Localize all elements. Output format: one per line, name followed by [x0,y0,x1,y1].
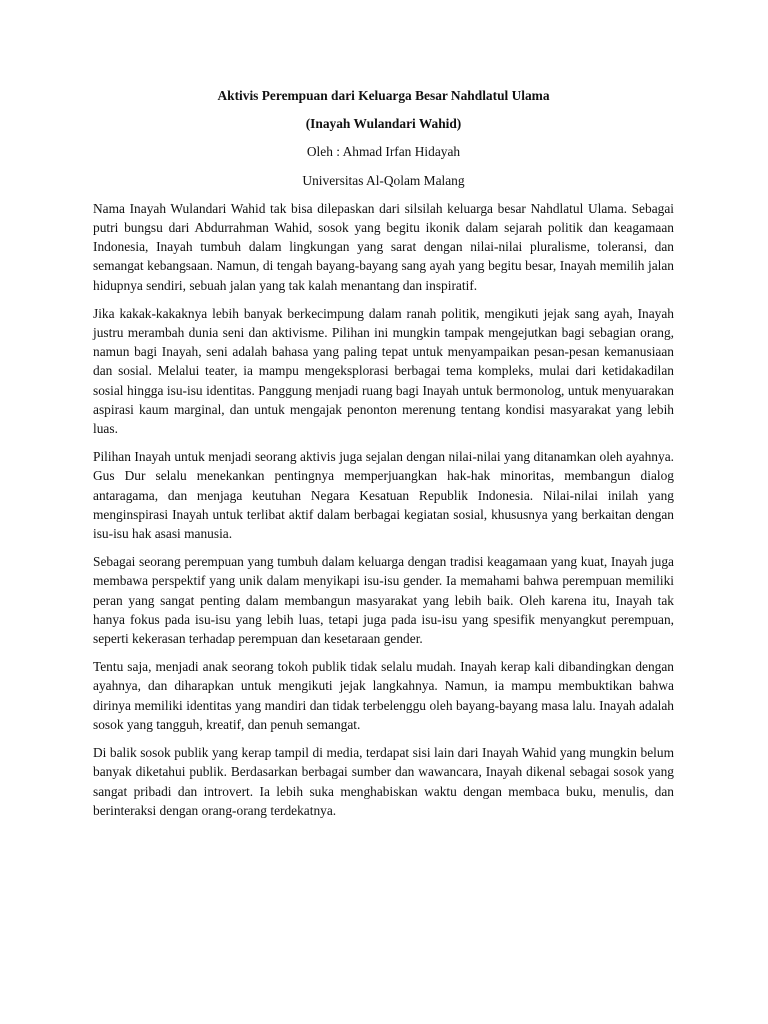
document-title: Aktivis Perempuan dari Keluarga Besar Nahdlatul Ulama [217,88,550,103]
affiliation-line: Universitas Al-Qolam Malang [302,172,465,188]
paragraph: Pilihan Inayah untuk menjadi seorang aktivis juga sejalan dengan nilai-nilai yang ditanamkan oleh ayahnya. Gus Dur selalu menekankan pentingnya memperjuangkan hak-hak minoritas, membangun dialog antaragama, dan menjaga keutuhan Negara Kesatuan Republik Indonesia. Nilai-nilai inilah yang menginspirasi Inayah untuk terlibat aktif dalam berbagai kegiatan sosial, khususnya yang berkaitan dengan isu-isu hak asasi manusia. [93,449,674,542]
paragraph: Nama Inayah Wulandari Wahid tak bisa dilepaskan dari silsilah keluarga besar Nahdlatul Ulama. Sebagai putri bungsu dari Abdurrahman Wahid, sosok yang begitu ikonik dalam sejarah politik dan keagamaan Indonesia, Inayah tumbuh dalam lingkungan yang sarat dengan nilai-nilai pluralisme, toleransi, dan semangat kebangsaan. Namun, di tengah bayang-bayang sang ayah yang begitu besar, Inayah memilih jalan hidupnya sendiri, sebuah jalan yang tak kalah menantang dan inspiratif. [93,200,674,293]
paragraphs [93,199,674,820]
paragraph: Tentu saja, menjadi anak seorang tokoh publik tidak selalu mudah. Inayah kerap kali dibandingkan dengan ayahnya, dan diharapkan untuk mengikuti jejak langkahnya. Namun, ia mampu membuktikan bahwa dirinya memiliki identitas yang mandiri dan tidak terbelenggu oleh bayang-bayang masa lalu. Inayah adalah sosok yang tangguh, kreatif, dan penuh semangat. [93,659,674,732]
paragraph: Di balik sosok publik yang kerap tampil di media, terdapat sisi lain dari Inayah Wahid yang mungkin belum banyak diketahui publik. Berdasarkan berbagai sumber dan wawancara, Inayah dikenal sebagai sosok yang sangat pribadi dan introvert. Ia lebih suka menghabiskan waktu dengan membaca buku, menulis, dan berinteraksi dengan orang-orang terdekatnya. [93,745,674,818]
paragraph: Jika kakak-kakaknya lebih banyak berkecimpung dalam ranah politik, mengikuti jejak sang ayah, Inayah justru merambah dunia seni dan aktivisme. Pilihan ini mungkin tampak mengejutkan bagi sebagian orang, namun bagi Inayah, seni adalah bahasa yang paling tepat untuk menyampaikan pesan-pesan kemanusiaan dan sosial. Melalui teater, ia mampu mengeksplorasi berbagai tema kompleks, mulai dari ketidakadilan sosial hingga isu-isu identitas. Panggung menjadi ruang bagi Inayah untuk bermonolog, untuk menyuarakan aspirasi kaum marginal, dan untuk mengajak penonton merenung tentang kondisi masyarakat yang lebih luas. [93,305,674,437]
document-subtitle: (Inayah Wulandari Wahid) [305,116,462,132]
document-body [93,86,674,820]
author-line: Oleh : Ahmad Irfan Hidayah [306,144,461,160]
paragraph: Sebagai seorang perempuan yang tumbuh dalam keluarga dengan tradisi keagamaan yang kuat, Inayah juga membawa perspektif yang unik dalam menyikapi isu-isu gender. Ia memahami bahwa perempuan memiliki peran yang sangat penting dalam membangun masyarakat yang lebih baik. Oleh karena itu, Inayah tak hanya fokus pada isu-isu yang lebih luas, tetapi juga pada isu-isu yang spesifik menyangkut perempuan, seperti kekerasan terhadap perempuan dan kesetaraan gender. [93,554,674,647]
